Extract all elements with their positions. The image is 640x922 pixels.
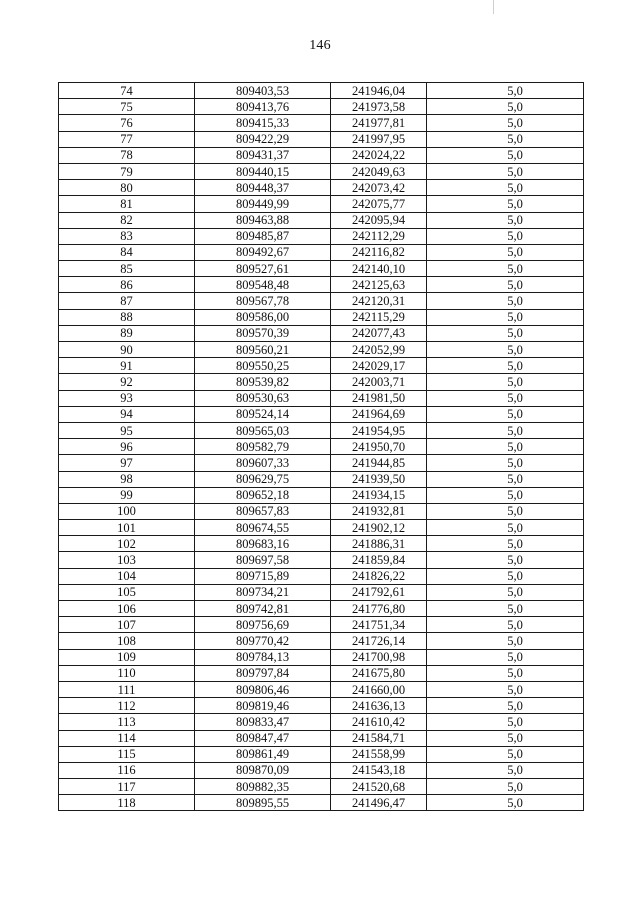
accuracy-cell: 5,0: [427, 633, 584, 649]
accuracy-cell: 5,0: [427, 390, 584, 406]
x-coordinate-cell: 809806,46: [195, 681, 331, 697]
point-number-cell: 89: [59, 325, 195, 341]
point-number-cell: 108: [59, 633, 195, 649]
y-coordinate-cell: 241981,50: [331, 390, 427, 406]
point-number-cell: 94: [59, 406, 195, 422]
accuracy-cell: 5,0: [427, 309, 584, 325]
x-coordinate-cell: 809431,37: [195, 147, 331, 163]
point-number-cell: 92: [59, 374, 195, 390]
table-row: [59, 422, 584, 438]
point-number-cell: 98: [59, 471, 195, 487]
point-number-cell: 95: [59, 422, 195, 438]
accuracy-cell: 5,0: [427, 131, 584, 147]
table-row: [59, 455, 584, 471]
y-coordinate-cell: 241977,81: [331, 115, 427, 131]
table-row: [59, 746, 584, 762]
point-number-cell: 85: [59, 261, 195, 277]
x-coordinate-cell: 809413,76: [195, 99, 331, 115]
accuracy-cell: 5,0: [427, 681, 584, 697]
accuracy-cell: 5,0: [427, 422, 584, 438]
accuracy-cell: 5,0: [427, 552, 584, 568]
y-coordinate-cell: 242140,10: [331, 261, 427, 277]
accuracy-cell: 5,0: [427, 746, 584, 762]
point-number-cell: 103: [59, 552, 195, 568]
table-row: [59, 439, 584, 455]
y-coordinate-cell: 241902,12: [331, 520, 427, 536]
y-coordinate-cell: 241751,34: [331, 617, 427, 633]
x-coordinate-cell: 809819,46: [195, 698, 331, 714]
x-coordinate-cell: 809697,58: [195, 552, 331, 568]
page-number: 146: [309, 38, 331, 53]
accuracy-cell: 5,0: [427, 277, 584, 293]
y-coordinate-cell: 241973,58: [331, 99, 427, 115]
table-row: [59, 617, 584, 633]
table-row: [59, 536, 584, 552]
y-coordinate-cell: 241826,22: [331, 568, 427, 584]
y-coordinate-cell: 241496,47: [331, 795, 427, 811]
x-coordinate-cell: 809629,75: [195, 471, 331, 487]
table-row: [59, 714, 584, 730]
table-row: [59, 293, 584, 309]
point-number-cell: 114: [59, 730, 195, 746]
point-number-cell: 118: [59, 795, 195, 811]
y-coordinate-cell: 241675,80: [331, 665, 427, 681]
table-row: [59, 681, 584, 697]
y-coordinate-cell: 241946,04: [331, 83, 427, 99]
point-number-cell: 80: [59, 180, 195, 196]
y-coordinate-cell: 241636,13: [331, 698, 427, 714]
table-row: [59, 147, 584, 163]
table-row: [59, 698, 584, 714]
point-number-cell: 100: [59, 503, 195, 519]
x-coordinate-cell: 809734,21: [195, 584, 331, 600]
table-row: [59, 131, 584, 147]
point-number-cell: 102: [59, 536, 195, 552]
accuracy-cell: 5,0: [427, 83, 584, 99]
table-row: [59, 277, 584, 293]
x-coordinate-cell: 809895,55: [195, 795, 331, 811]
accuracy-cell: 5,0: [427, 180, 584, 196]
y-coordinate-cell: 242116,82: [331, 244, 427, 260]
accuracy-cell: 5,0: [427, 762, 584, 778]
accuracy-cell: 5,0: [427, 342, 584, 358]
x-coordinate-cell: 809784,13: [195, 649, 331, 665]
accuracy-cell: 5,0: [427, 503, 584, 519]
x-coordinate-cell: 809674,55: [195, 520, 331, 536]
x-coordinate-cell: 809847,47: [195, 730, 331, 746]
x-coordinate-cell: 809422,29: [195, 131, 331, 147]
table-row: [59, 487, 584, 503]
accuracy-cell: 5,0: [427, 358, 584, 374]
x-coordinate-cell: 809415,33: [195, 115, 331, 131]
x-coordinate-cell: 809463,88: [195, 212, 331, 228]
accuracy-cell: 5,0: [427, 196, 584, 212]
table-row: [59, 309, 584, 325]
point-number-cell: 109: [59, 649, 195, 665]
y-coordinate-cell: 242115,29: [331, 309, 427, 325]
point-number-cell: 113: [59, 714, 195, 730]
x-coordinate-cell: 809485,87: [195, 228, 331, 244]
table-row: [59, 99, 584, 115]
table-row: [59, 730, 584, 746]
x-coordinate-cell: 809539,82: [195, 374, 331, 390]
x-coordinate-cell: 809586,00: [195, 309, 331, 325]
y-coordinate-cell: 241886,31: [331, 536, 427, 552]
point-number-cell: 104: [59, 568, 195, 584]
y-coordinate-cell: 241934,15: [331, 487, 427, 503]
accuracy-cell: 5,0: [427, 99, 584, 115]
point-number-cell: 105: [59, 584, 195, 600]
x-coordinate-cell: 809492,67: [195, 244, 331, 260]
y-coordinate-cell: 241700,98: [331, 649, 427, 665]
point-number-cell: 90: [59, 342, 195, 358]
accuracy-cell: 5,0: [427, 115, 584, 131]
table-row: [59, 552, 584, 568]
table-row: [59, 520, 584, 536]
point-number-cell: 84: [59, 244, 195, 260]
table-row: [59, 358, 584, 374]
x-coordinate-cell: 809607,33: [195, 455, 331, 471]
x-coordinate-cell: 809715,89: [195, 568, 331, 584]
accuracy-cell: 5,0: [427, 212, 584, 228]
table-row: [59, 795, 584, 811]
point-number-cell: 116: [59, 762, 195, 778]
accuracy-cell: 5,0: [427, 536, 584, 552]
table-row: [59, 325, 584, 341]
x-coordinate-cell: 809833,47: [195, 714, 331, 730]
scan-edge-mark: [493, 0, 494, 14]
accuracy-cell: 5,0: [427, 228, 584, 244]
table-row: [59, 665, 584, 681]
y-coordinate-cell: 241964,69: [331, 406, 427, 422]
point-number-cell: 111: [59, 681, 195, 697]
point-number-cell: 99: [59, 487, 195, 503]
table-row: [59, 83, 584, 99]
accuracy-cell: 5,0: [427, 163, 584, 179]
y-coordinate-cell: 241950,70: [331, 439, 427, 455]
y-coordinate-cell: 242112,29: [331, 228, 427, 244]
point-number-cell: 112: [59, 698, 195, 714]
x-coordinate-cell: 809530,63: [195, 390, 331, 406]
table-row: [59, 601, 584, 617]
x-coordinate-cell: 809524,14: [195, 406, 331, 422]
point-number-cell: 74: [59, 83, 195, 99]
point-number-cell: 86: [59, 277, 195, 293]
x-coordinate-cell: 809403,53: [195, 83, 331, 99]
table-row: [59, 180, 584, 196]
y-coordinate-cell: 241932,81: [331, 503, 427, 519]
table-row: [59, 196, 584, 212]
table-row: [59, 406, 584, 422]
y-coordinate-cell: 241792,61: [331, 584, 427, 600]
table-row: [59, 390, 584, 406]
point-number-cell: 91: [59, 358, 195, 374]
y-coordinate-cell: 241997,95: [331, 131, 427, 147]
table-row: [59, 261, 584, 277]
point-number-cell: 93: [59, 390, 195, 406]
x-coordinate-cell: 809567,78: [195, 293, 331, 309]
accuracy-cell: 5,0: [427, 293, 584, 309]
y-coordinate-cell: 241558,99: [331, 746, 427, 762]
point-number-cell: 96: [59, 439, 195, 455]
y-coordinate-cell: 242095,94: [331, 212, 427, 228]
point-number-cell: 97: [59, 455, 195, 471]
y-coordinate-cell: 242024,22: [331, 147, 427, 163]
accuracy-cell: 5,0: [427, 487, 584, 503]
x-coordinate-cell: 809582,79: [195, 439, 331, 455]
point-number-cell: 107: [59, 617, 195, 633]
point-number-cell: 115: [59, 746, 195, 762]
accuracy-cell: 5,0: [427, 779, 584, 795]
y-coordinate-cell: 241726,14: [331, 633, 427, 649]
accuracy-cell: 5,0: [427, 795, 584, 811]
table-row: [59, 503, 584, 519]
table-row: [59, 212, 584, 228]
x-coordinate-cell: 809527,61: [195, 261, 331, 277]
point-number-cell: 88: [59, 309, 195, 325]
x-coordinate-cell: 809797,84: [195, 665, 331, 681]
y-coordinate-cell: 242052,99: [331, 342, 427, 358]
x-coordinate-cell: 809657,83: [195, 503, 331, 519]
x-coordinate-cell: 809770,42: [195, 633, 331, 649]
y-coordinate-cell: 241776,80: [331, 601, 427, 617]
point-number-cell: 110: [59, 665, 195, 681]
table-row: [59, 568, 584, 584]
x-coordinate-cell: 809560,21: [195, 342, 331, 358]
accuracy-cell: 5,0: [427, 584, 584, 600]
y-coordinate-cell: 242120,31: [331, 293, 427, 309]
point-number-cell: 76: [59, 115, 195, 131]
point-number-cell: 75: [59, 99, 195, 115]
x-coordinate-cell: 809742,81: [195, 601, 331, 617]
table-row: [59, 342, 584, 358]
y-coordinate-cell: 242003,71: [331, 374, 427, 390]
coordinates-table-body: [59, 83, 584, 811]
x-coordinate-cell: 809448,37: [195, 180, 331, 196]
accuracy-cell: 5,0: [427, 730, 584, 746]
table-row: [59, 228, 584, 244]
accuracy-cell: 5,0: [427, 325, 584, 341]
coordinates-table: [58, 82, 584, 811]
x-coordinate-cell: 809565,03: [195, 422, 331, 438]
accuracy-cell: 5,0: [427, 147, 584, 163]
y-coordinate-cell: 241584,71: [331, 730, 427, 746]
point-number-cell: 81: [59, 196, 195, 212]
x-coordinate-cell: 809570,39: [195, 325, 331, 341]
x-coordinate-cell: 809870,09: [195, 762, 331, 778]
point-number-cell: 77: [59, 131, 195, 147]
x-coordinate-cell: 809756,69: [195, 617, 331, 633]
accuracy-cell: 5,0: [427, 649, 584, 665]
table-row: [59, 163, 584, 179]
y-coordinate-cell: 242077,43: [331, 325, 427, 341]
y-coordinate-cell: 241660,00: [331, 681, 427, 697]
y-coordinate-cell: 241859,84: [331, 552, 427, 568]
accuracy-cell: 5,0: [427, 244, 584, 260]
table-row: [59, 115, 584, 131]
point-number-cell: 83: [59, 228, 195, 244]
table-row: [59, 244, 584, 260]
x-coordinate-cell: 809440,15: [195, 163, 331, 179]
accuracy-cell: 5,0: [427, 665, 584, 681]
y-coordinate-cell: 241939,50: [331, 471, 427, 487]
accuracy-cell: 5,0: [427, 261, 584, 277]
point-number-cell: 101: [59, 520, 195, 536]
y-coordinate-cell: 241944,85: [331, 455, 427, 471]
y-coordinate-cell: 241610,42: [331, 714, 427, 730]
point-number-cell: 82: [59, 212, 195, 228]
accuracy-cell: 5,0: [427, 601, 584, 617]
x-coordinate-cell: 809548,48: [195, 277, 331, 293]
y-coordinate-cell: 242049,63: [331, 163, 427, 179]
accuracy-cell: 5,0: [427, 568, 584, 584]
y-coordinate-cell: 242073,42: [331, 180, 427, 196]
point-number-cell: 78: [59, 147, 195, 163]
x-coordinate-cell: 809550,25: [195, 358, 331, 374]
table-row: [59, 762, 584, 778]
table-row: [59, 584, 584, 600]
y-coordinate-cell: 242075,77: [331, 196, 427, 212]
accuracy-cell: 5,0: [427, 374, 584, 390]
x-coordinate-cell: 809882,35: [195, 779, 331, 795]
accuracy-cell: 5,0: [427, 617, 584, 633]
y-coordinate-cell: 241543,18: [331, 762, 427, 778]
point-number-cell: 117: [59, 779, 195, 795]
x-coordinate-cell: 809449,99: [195, 196, 331, 212]
table-row: [59, 633, 584, 649]
x-coordinate-cell: 809652,18: [195, 487, 331, 503]
point-number-cell: 106: [59, 601, 195, 617]
accuracy-cell: 5,0: [427, 471, 584, 487]
y-coordinate-cell: 242029,17: [331, 358, 427, 374]
x-coordinate-cell: 809861,49: [195, 746, 331, 762]
y-coordinate-cell: 242125,63: [331, 277, 427, 293]
point-number-cell: 79: [59, 163, 195, 179]
accuracy-cell: 5,0: [427, 698, 584, 714]
table-row: [59, 649, 584, 665]
accuracy-cell: 5,0: [427, 520, 584, 536]
y-coordinate-cell: 241520,68: [331, 779, 427, 795]
table-row: [59, 374, 584, 390]
accuracy-cell: 5,0: [427, 406, 584, 422]
accuracy-cell: 5,0: [427, 714, 584, 730]
table-row: [59, 779, 584, 795]
x-coordinate-cell: 809683,16: [195, 536, 331, 552]
accuracy-cell: 5,0: [427, 455, 584, 471]
y-coordinate-cell: 241954,95: [331, 422, 427, 438]
point-number-cell: 87: [59, 293, 195, 309]
accuracy-cell: 5,0: [427, 439, 584, 455]
table-row: [59, 471, 584, 487]
